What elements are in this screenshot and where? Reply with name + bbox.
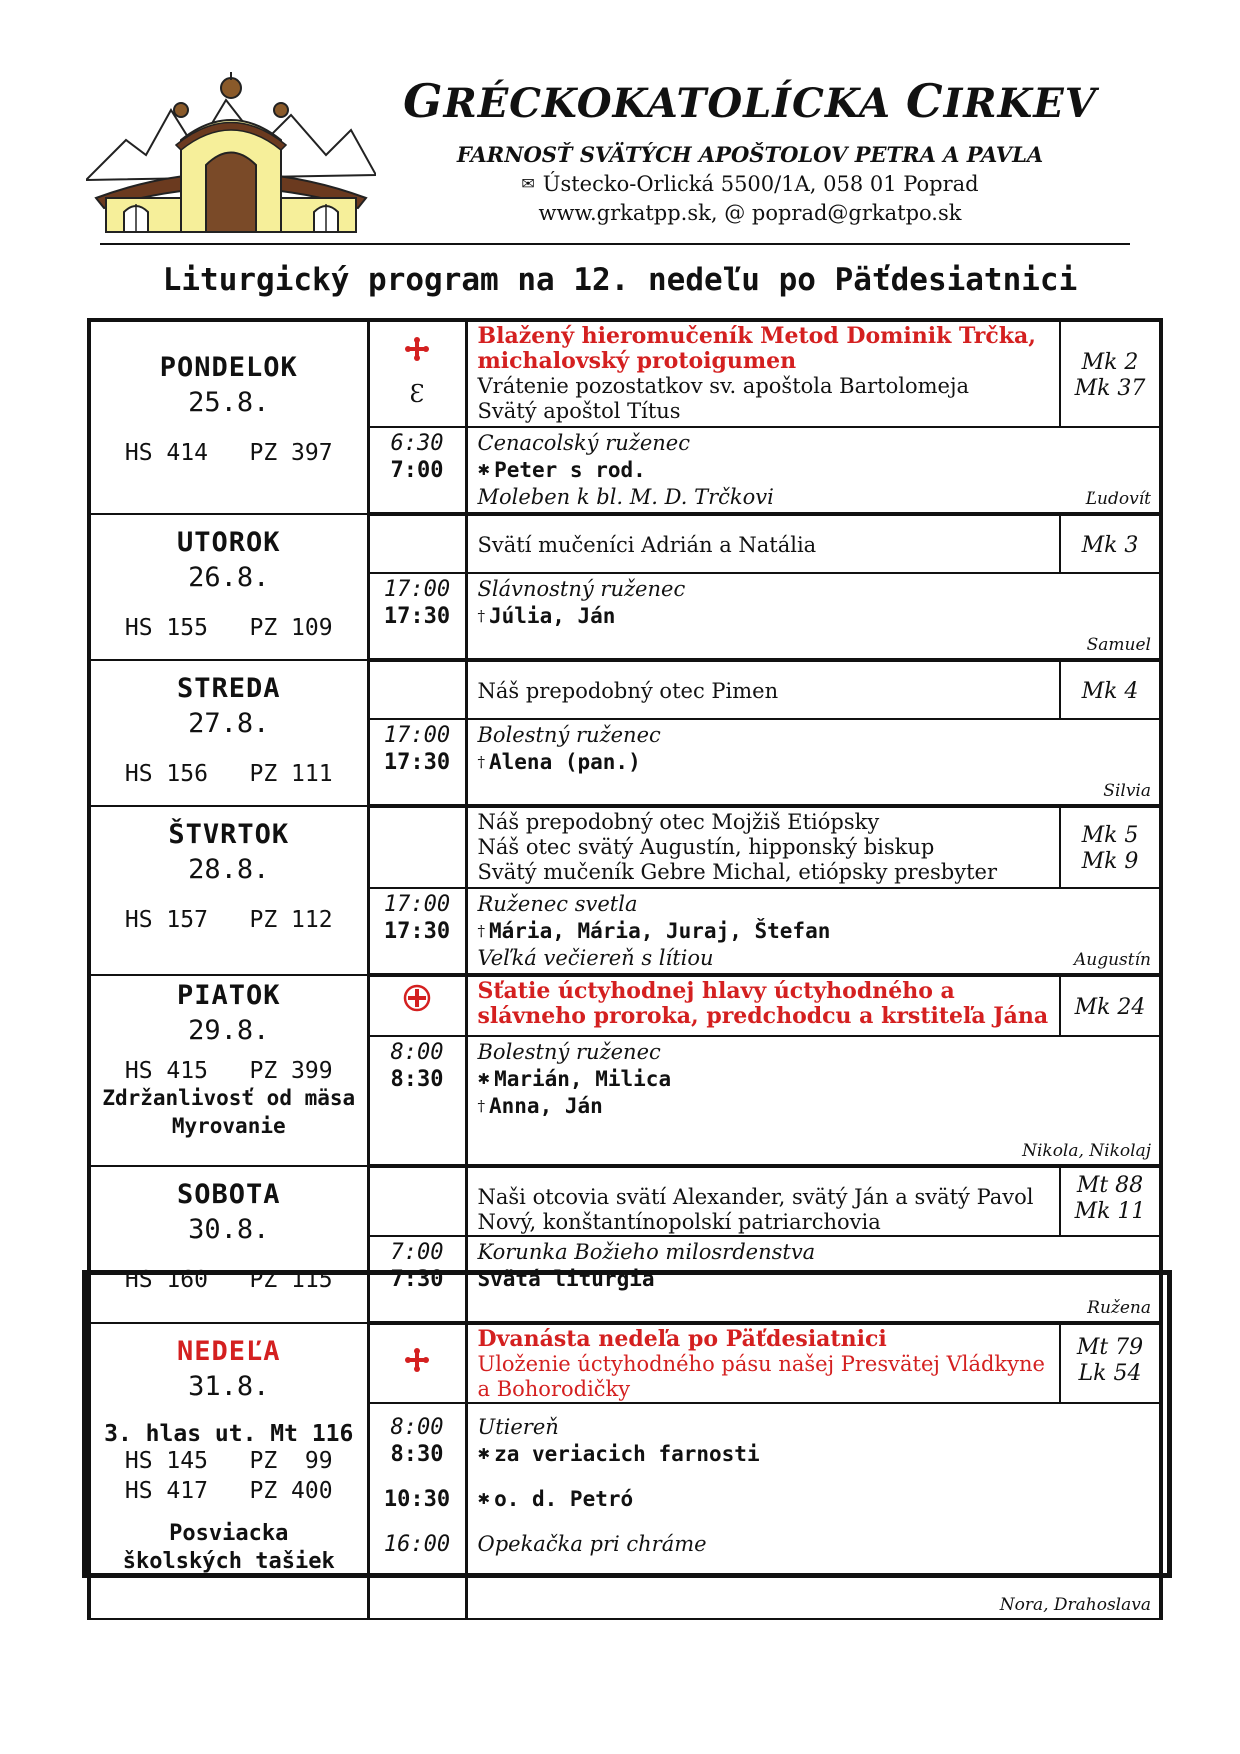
asterisk-icon: ✱ [477, 461, 491, 479]
cross-icon [370, 1347, 465, 1377]
day-name: NEDEĽA [176, 1336, 281, 1367]
service-cell [466, 427, 1161, 514]
service-time: 7:00 [390, 458, 444, 483]
service-time: 17:30 [383, 919, 451, 944]
day-date: 30.8. [188, 1214, 270, 1245]
feast-cell [466, 320, 1060, 427]
feast-line: Svätý apoštol Títus [477, 399, 681, 423]
hymn-numbers: HS 414 PZ 397 [124, 440, 333, 466]
day-date: 29.8. [188, 1015, 270, 1046]
service-line: Bolestný ruženec [477, 1040, 661, 1064]
feast-cell [466, 975, 1060, 1036]
day-feast-row [89, 320, 1161, 427]
asterisk-icon: ✱ [477, 1445, 491, 1463]
day-name: UTOROK [176, 527, 281, 558]
service-time: 8:30 [390, 1442, 444, 1467]
dagger-icon: † [477, 922, 485, 940]
feast-icon-cell [368, 1166, 466, 1236]
day-cell [89, 1323, 368, 1619]
parish-church-title: GRÉCKOKATOLÍCKA CIRKEV [403, 74, 1097, 128]
time-cell [368, 888, 466, 975]
day-date: 25.8. [188, 387, 270, 418]
hymn-numbers: HS 415 PZ 399 [124, 1058, 333, 1084]
server-name: Ľudovít [1085, 489, 1151, 509]
service-line: Veľká večiereň s lítiou [477, 946, 714, 970]
feast-line: Naši otcovia svätí Alexander, svätý Ján a svätý Pavol Nový, konštantínopolskí patriarchovia [477, 1185, 1034, 1234]
day-date: 26.8. [188, 562, 270, 593]
day-note: Zdržanlivosť od mäsa [102, 1086, 356, 1110]
feast-icon-cell [368, 320, 466, 427]
feast-cell [466, 1323, 1060, 1403]
service-line: ✱ Peter s rod. [477, 458, 646, 482]
feast-cell [466, 514, 1060, 573]
church-logo [86, 70, 376, 238]
hymn-numbers: HS 160 PZ 115 [124, 1267, 333, 1293]
service-cell [466, 1036, 1161, 1166]
three-icon: Ɛ [409, 380, 425, 408]
hymn-numbers: HS 417 PZ 400 [124, 1478, 333, 1504]
dagger-icon: † [477, 607, 485, 625]
feast-title: Dvanásta nedeľa po Päťdesiatnici [477, 1326, 887, 1352]
service-time: 8:00 [390, 1040, 444, 1065]
service-line: † Anna, Ján [477, 1094, 603, 1118]
time-cell [368, 1036, 466, 1166]
feast-line: Uloženie úctyhodného pásu našej Presvätej Vládkyne a Bohorodičky [477, 1352, 1045, 1401]
reading-cell [1060, 514, 1161, 573]
feast-line: Svätý mučeník Gebre Michal, etiópsky presbyter [477, 860, 998, 884]
server-name: Nora, Drahoslava [999, 1595, 1151, 1615]
day-cell [89, 660, 368, 806]
day-date: 28.8. [188, 854, 270, 885]
feast-line: Vrátenie pozostatkov sv. apoštola Bartolomeja [477, 374, 969, 398]
feast-line: Svätí mučeníci Adrián a Natália [477, 533, 817, 557]
server-name: Samuel [1086, 635, 1151, 655]
dagger-icon: † [477, 753, 485, 771]
feast-icon-cell [368, 975, 466, 1036]
server-name: Silvia [1103, 781, 1151, 801]
parish-web: www.grkatpp.sk, @ poprad@grkatpo.sk [538, 201, 962, 225]
service-cell [466, 719, 1161, 806]
service-line: Ruženec svetla [477, 892, 638, 916]
hymn-numbers: HS 145 PZ 99 [124, 1448, 333, 1474]
reading: Mk 4 [1081, 678, 1139, 704]
envelope-icon: ✉ [521, 174, 535, 193]
time-cell [368, 427, 466, 514]
time-cell [368, 573, 466, 660]
service-time: 17:00 [383, 723, 451, 748]
service-line: Opekačka pri chráme [477, 1532, 707, 1556]
service-time: 6:30 [390, 431, 444, 456]
service-cell [466, 1403, 1161, 1619]
feast-line: Náš prepodobný otec Pimen [477, 679, 779, 703]
feast-cell [466, 1166, 1060, 1236]
hymn-numbers: HS 156 PZ 111 [124, 761, 333, 787]
service-time: 7:30 [390, 1267, 444, 1292]
service-line: ✱ o. d. Petró [477, 1487, 634, 1511]
feast-icon-cell [368, 1323, 466, 1403]
service-line: † Alena (pan.) [477, 750, 641, 774]
reading: Mt 88 [1076, 1172, 1144, 1198]
asterisk-icon: ✱ [477, 1490, 491, 1508]
service-line: Moleben k bl. M. D. Trčkovi [477, 485, 774, 509]
service-line: ✱ za veriacich farnosti [477, 1442, 760, 1466]
reading: Mk 2 [1081, 349, 1139, 375]
service-line: Utiereň [477, 1415, 559, 1439]
reading-cell [1060, 660, 1161, 719]
reading: Mt 79 [1076, 1335, 1144, 1360]
reading-cell [1060, 806, 1161, 888]
feast-title: Sťatie úctyhodnej hlavy úctyhodného a slávneho proroka, predchodcu a krstiteľa Jána [477, 978, 1049, 1029]
cross-icon [370, 336, 465, 366]
day-feast-row [89, 806, 1161, 888]
service-line: Slávnostný ruženec [477, 577, 686, 601]
reading: Mk 5 [1081, 823, 1139, 848]
feast-icon-cell [368, 660, 466, 719]
service-time: 8:00 [390, 1415, 444, 1440]
parish-address: ✉ Ústecko-Orlická 5500/1A, 058 01 Poprad [521, 172, 979, 196]
feast-title: Blažený hieromučeník Metod Dominik Trčka, michalovský protoigumen [477, 323, 1036, 374]
day-feast-row [89, 660, 1161, 719]
feast-icon-cell [368, 806, 466, 888]
reading-cell [1060, 975, 1161, 1036]
circled-cross-icon [370, 983, 465, 1017]
day-feast-row [89, 975, 1161, 1036]
day-note: školských tašiek [122, 1549, 335, 1574]
service-cell [466, 1236, 1161, 1323]
day-feast-row [89, 514, 1161, 573]
reading-cell [1060, 1166, 1161, 1236]
service-time: 17:00 [383, 577, 451, 602]
time-cell [368, 719, 466, 806]
day-name: STREDA [176, 673, 281, 704]
service-line: Cenacolský ruženec [477, 431, 690, 455]
service-line: ✱ Marián, Milica [477, 1067, 672, 1091]
service-time: 16:00 [383, 1532, 451, 1557]
reading: Mk 9 [1081, 849, 1139, 874]
schedule-table [87, 318, 1163, 1620]
day-note: Myrovanie [171, 1114, 286, 1138]
service-time: 17:30 [383, 604, 451, 629]
feast-icon-cell [368, 514, 466, 573]
tone-note: 3. hlas ut. Mt 116 [104, 1421, 354, 1447]
day-cell [89, 806, 368, 975]
reading: Mk 3 [1081, 532, 1139, 558]
day-cell [89, 320, 368, 514]
day-date: 31.8. [188, 1371, 270, 1402]
service-cell [466, 888, 1161, 975]
service-time: 10:30 [383, 1487, 451, 1512]
day-cell [89, 514, 368, 660]
server-name: Augustín [1074, 950, 1151, 970]
reading-cell [1060, 1323, 1161, 1403]
dagger-icon: † [477, 1097, 485, 1115]
sunday-feast-row [89, 1323, 1161, 1403]
service-line: Bolestný ruženec [477, 723, 661, 747]
service-line: † Júlia, Ján [477, 604, 616, 628]
reading: Mk 11 [1074, 1198, 1146, 1224]
day-name: PONDELOK [159, 352, 298, 383]
feast-cell [466, 660, 1060, 719]
service-time: 8:30 [390, 1067, 444, 1092]
hymn-numbers: HS 157 PZ 112 [124, 907, 333, 933]
server-name: Ružena [1087, 1298, 1151, 1318]
day-note: Posviacka [169, 1521, 289, 1546]
page-title: Liturgický program na 12. nedeľu po Päťdesiatnici [162, 262, 1078, 298]
feast-line: Náš otec svätý Augustín, hipponský biskup [477, 835, 935, 859]
day-date: 27.8. [188, 708, 270, 739]
service-line: † Mária, Mária, Juraj, Štefan [477, 919, 831, 943]
parish-subtitle: FARNOSŤ SVÄTÝCH APOŠTOLOV PETRA A PAVLA [456, 142, 1044, 167]
asterisk-icon: ✱ [477, 1070, 491, 1088]
day-name: ŠTVRTOK [168, 819, 290, 850]
day-name: SOBOTA [176, 1179, 281, 1210]
service-time: 17:30 [383, 750, 451, 775]
hymn-numbers: HS 155 PZ 109 [124, 615, 333, 641]
service-cell [466, 573, 1161, 660]
server-name: Nikola, Nikolaj [1022, 1141, 1151, 1161]
day-cell [89, 975, 368, 1166]
day-feast-row [89, 1166, 1161, 1236]
header-divider [100, 243, 1130, 245]
time-cell [368, 1403, 466, 1619]
day-cell [89, 1166, 368, 1323]
service-time: 7:00 [390, 1240, 444, 1265]
reading: Mk 37 [1074, 375, 1146, 401]
service-line: Svätá liturgia [477, 1267, 655, 1291]
feast-cell [466, 806, 1060, 888]
service-time: 17:00 [383, 892, 451, 917]
feast-line: Náš prepodobný otec Mojžiš Etiópsky [477, 810, 880, 834]
day-name: PIATOK [176, 980, 281, 1011]
time-cell [368, 1236, 466, 1323]
reading: Mk 24 [1074, 994, 1146, 1020]
reading: Lk 54 [1078, 1361, 1142, 1386]
service-line: Korunka Božieho milosrdenstva [477, 1240, 816, 1264]
reading-cell [1060, 320, 1161, 427]
